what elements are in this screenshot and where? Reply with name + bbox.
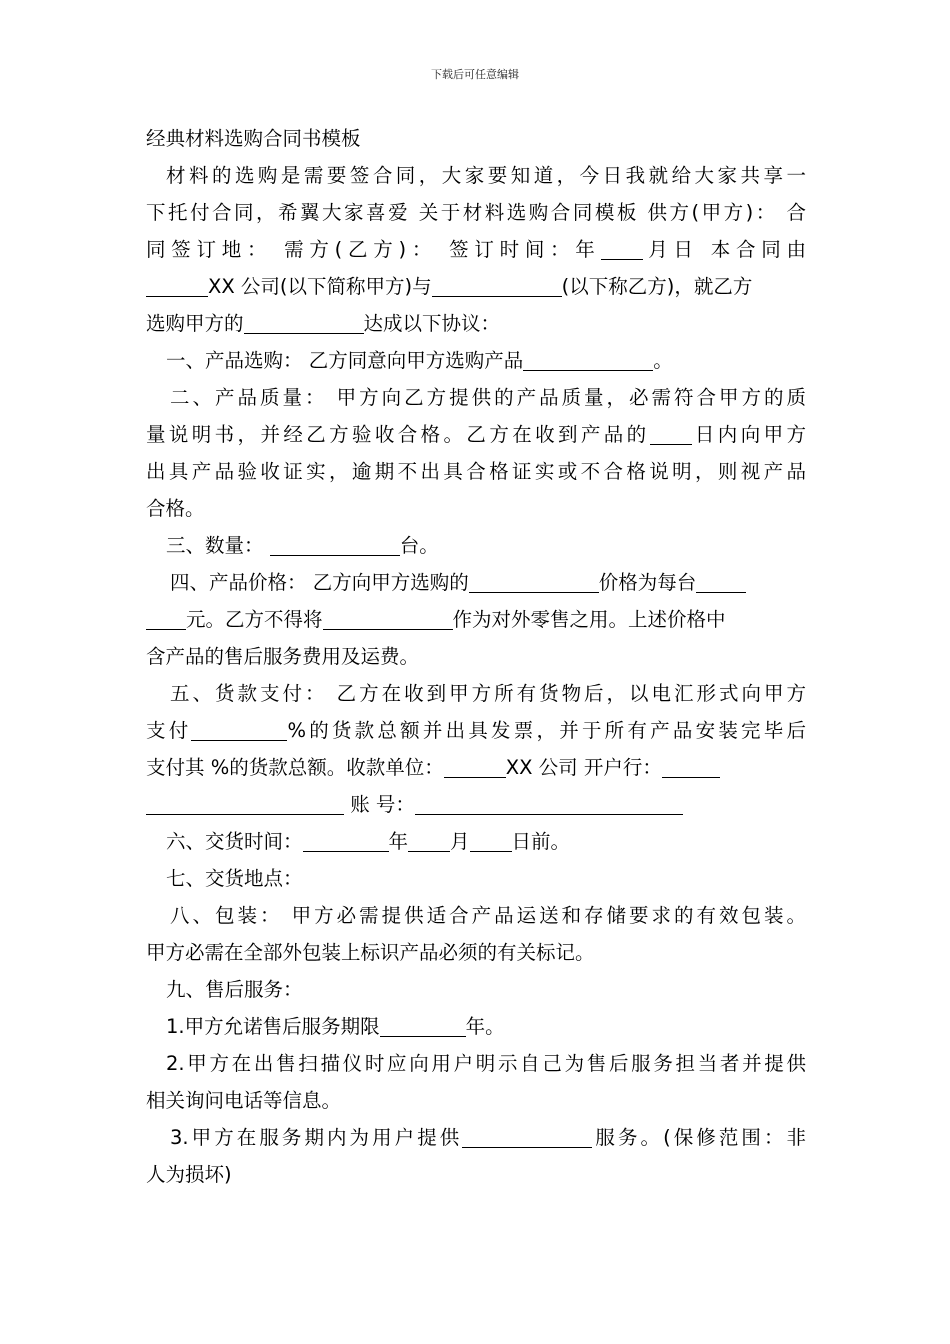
contract-document [146, 120, 806, 1193]
paragraph-line: 支付 %的货款总额并出具发票，并于所有产品安装完毕后 [146, 719, 806, 742]
blank-field [650, 422, 692, 445]
paragraph-line: 账 号： [146, 786, 806, 823]
blank-field [601, 237, 643, 260]
paragraph-line: 合格。 [146, 497, 205, 520]
paragraph-line: 三、数量： 台。 [166, 534, 439, 557]
blank-field [696, 570, 746, 593]
blank-field [415, 792, 683, 815]
document-title: 经典材料选购合同书模板 [146, 127, 361, 150]
blank-field [146, 274, 208, 297]
blank-field [470, 829, 512, 852]
blank-field [523, 348, 653, 371]
blank-field [469, 570, 599, 593]
paragraph-line: 相关询问电话等信息。 [146, 1089, 342, 1112]
paragraph-line: 六、交货时间： 年 月 日前。 [166, 830, 571, 853]
paragraph-line: 含产品的售后服务费用及运费。 [146, 645, 420, 668]
paragraph-line: 八、包装： 甲方必需提供适合产品运送和存储要求的有效包装。 [170, 904, 806, 927]
paragraph-line: 选购甲方的 达成以下协议： [146, 312, 501, 335]
paragraph-line: 元。乙方不得将 作为对外零售之用。上述价格中 [146, 601, 806, 638]
paragraph-line: 同签订地： 需方(乙方)： 签订时间：年 月日 本合同由 [146, 238, 806, 261]
paragraph-line: 下托付合同，希翼大家喜爱 关于材料选购合同模板 供方(甲方)： 合 [146, 201, 806, 224]
paragraph-line: 九、售后服务： [166, 978, 303, 1001]
blank-field [462, 1125, 592, 1148]
blank-field [244, 311, 364, 334]
paragraph-line: 五、货款支付： 乙方在收到甲方所有货物后，以电汇形式向甲方 [170, 682, 806, 705]
paragraph-line: 人为损坏) [146, 1163, 232, 1186]
paragraph-line: 2.甲方在出售扫描仪时应向用户明示自己为售后服务担当者并提供 [166, 1052, 806, 1075]
paragraph-line: 材料的选购是需要签合同，大家要知道，今日我就给大家共享一 [166, 164, 806, 187]
blank-field [303, 829, 389, 852]
paragraph-line: 量说明书，并经乙方验收合格。乙方在收到产品的 日内向甲方 [146, 423, 806, 446]
blank-field [323, 607, 453, 630]
paragraph-line: 1.甲方允诺售后服务期限 年。 [166, 1015, 505, 1038]
paragraph-line: 四、产品价格： 乙方向甲方选购的 价格为每台 [146, 564, 806, 601]
paragraph-line: 3.甲方在服务期内为用户提供 服务。(保修范围：非 [170, 1126, 806, 1149]
blank-field [146, 792, 344, 815]
paragraph-line: 一、产品选购： 乙方同意向甲方选购产品 。 [166, 349, 673, 372]
paragraph-line: 二、产品质量： 甲方向乙方提供的产品质量，必需符合甲方的质 [170, 386, 806, 409]
blank-field [191, 718, 287, 741]
paragraph-line: 甲方必需在全部外包装上标识产品必须的有关标记。 [146, 941, 595, 964]
blank-field [444, 755, 506, 778]
blank-field [146, 607, 186, 630]
blank-field [432, 274, 562, 297]
paragraph-line: 七、交货地点： [166, 867, 303, 890]
paragraph-line: XX 公司(以下简称甲方)与 (以下称乙方)，就乙方 [146, 268, 806, 305]
blank-field [408, 829, 450, 852]
page-header-note: 下载后可任意编辑 [431, 68, 519, 81]
blank-field [270, 533, 400, 556]
paragraph-line: 支付其 %的货款总额。收款单位： XX 公司 开户行： [146, 749, 806, 786]
blank-field [662, 755, 720, 778]
blank-field [380, 1014, 466, 1037]
paragraph-line: 出具产品验收证实，逾期不出具合格证实或不合格说明，则视产品 [146, 460, 806, 483]
